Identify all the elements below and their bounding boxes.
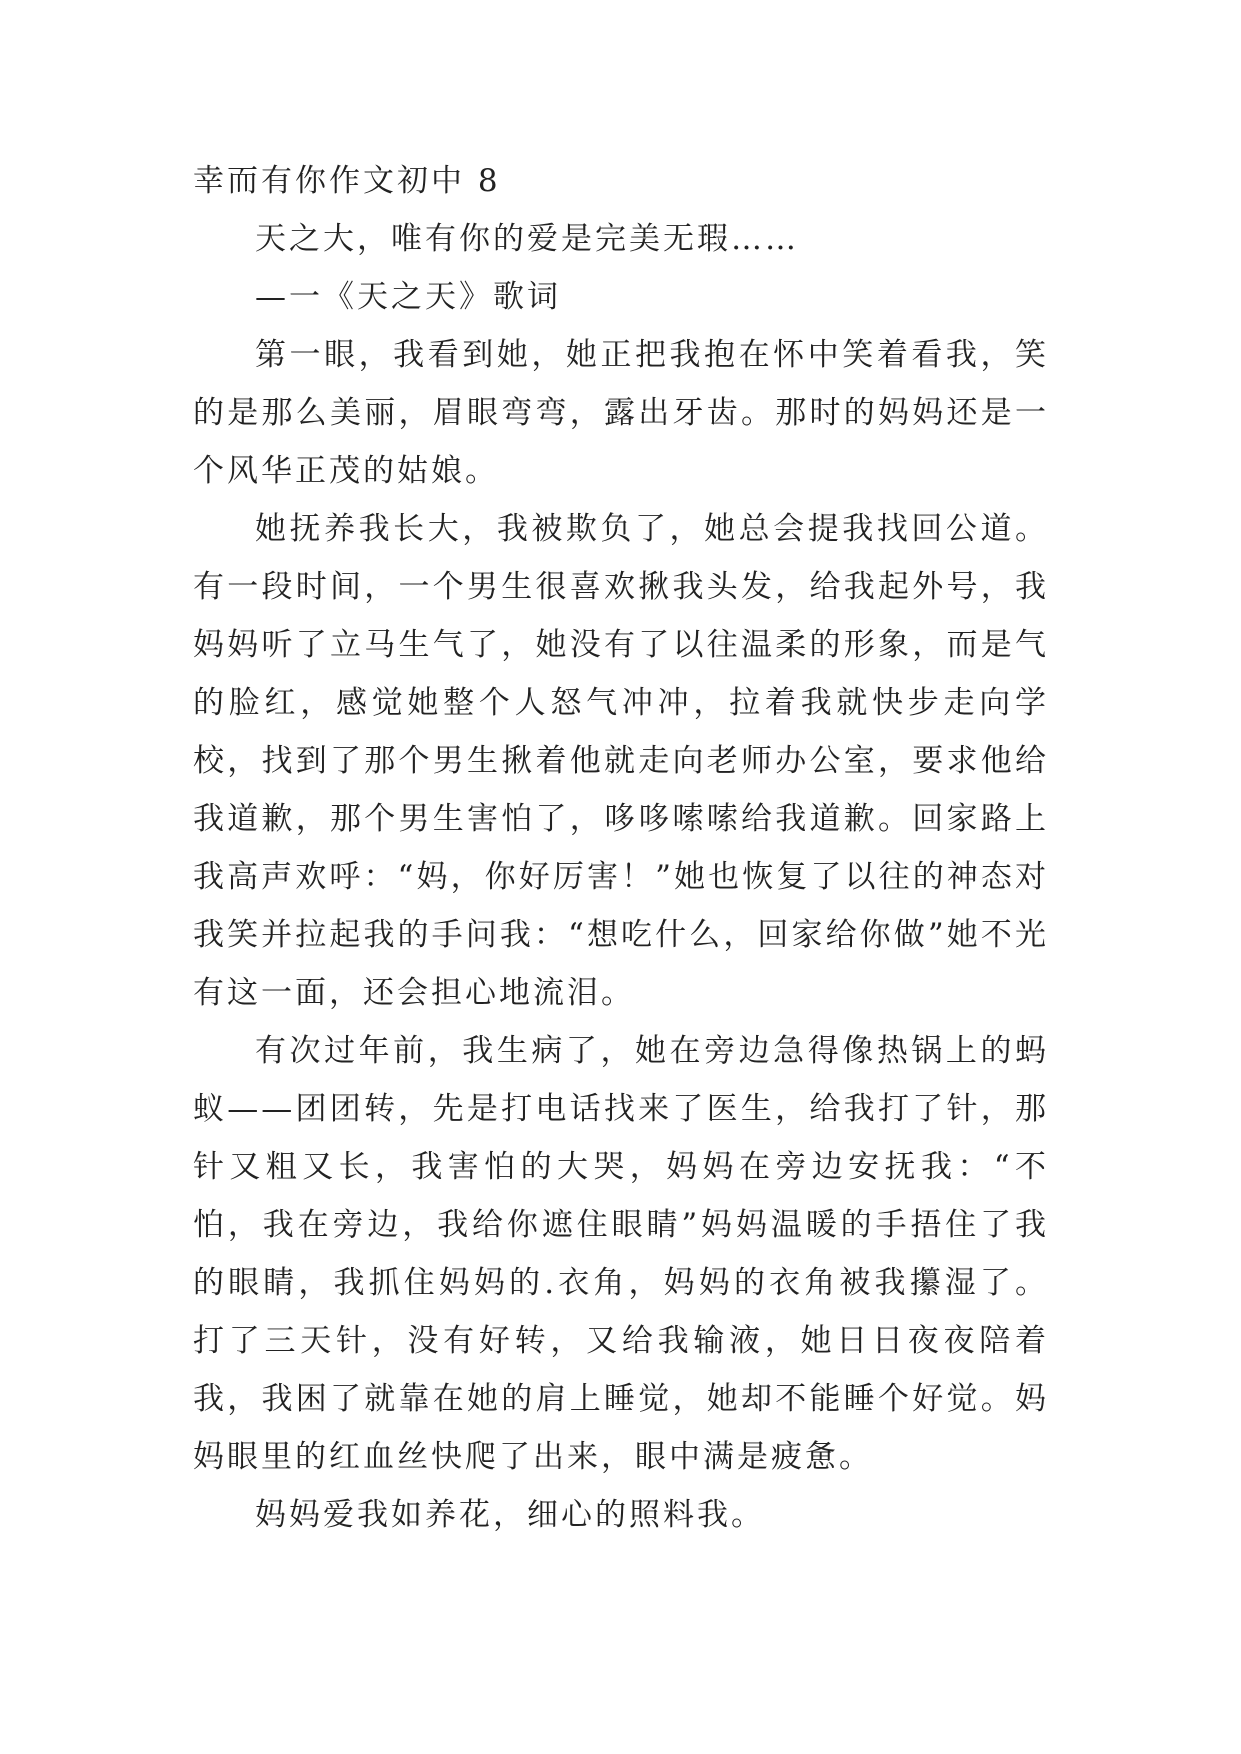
- epigraph-quote: 天之大，唯有你的爱是完美无瑕……: [255, 221, 799, 257]
- paragraph-2: 她抚养我长大，我被欺负了，她总会提我找回公道。有一段时间，一个男生很喜欢揪我头发，给我起外号，我妈妈听了立马生气了，她没有了以往温柔的形象，而是气的脸红，感觉她整个人怒气冲冲，拉着我就快步走向学校，找到了那个男生揪着他就走向老师办公室，要求他给我道歉，那个男生害怕了，哆哆嗦嗦给我道歉。回家路上我高声欢呼：“妈，你好厉害！”她也恢复了以往的神态对我笑并拉起我的手问我：“想吃什么，回家给你做”她不光有这一面，还会担心地流泪。: [193, 511, 1049, 1011]
- epigraph-source: —一《天之天》歌词: [255, 279, 561, 315]
- paragraph-3: 有次过年前，我生病了，她在旁边急得像热锅上的蚂蚁——团团转，先是打电话找来了医生，给我打了针，那针又粗又长，我害怕的大哭，妈妈在旁边安抚我：“不怕，我在旁边，我给你遮住眼睛”妈妈温暖的手捂住了我的眼睛，我抓住妈妈的.衣角，妈妈的衣角被我攥湿了。打了三天针，没有好转，又给我输液，她日日夜夜陪着我，我困了就靠在她的肩上睡觉，她却不能睡个好觉。妈妈眼里的红血丝快爬了出来，眼中满是疲惫。: [193, 1033, 1049, 1475]
- document-title: 幸而有你作文初中 8: [193, 163, 501, 199]
- paragraph-1: 第一眼，我看到她，她正把我抱在怀中笑着看我，笑的是那么美丽，眉眼弯弯，露出牙齿。那时的妈妈还是一个风华正茂的姑娘。: [193, 337, 1049, 489]
- paragraph-4: 妈妈爱我如养花，细心的照料我。: [255, 1497, 765, 1533]
- document-body: [193, 152, 1049, 1544]
